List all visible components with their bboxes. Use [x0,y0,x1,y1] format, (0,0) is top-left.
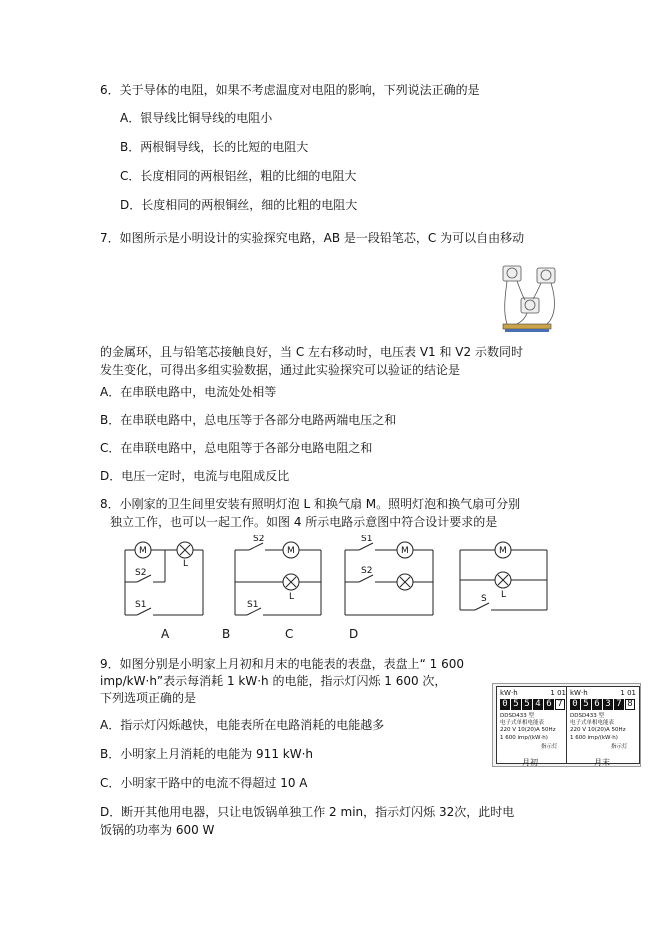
q8-letter-a: A [161,627,170,641]
meter-end-digit: 0 [570,699,580,710]
label-s2-c: S2 [253,535,265,544]
meter-start-name: 电子式单相电能表 [500,720,545,726]
meter-end-unit: kW·h [570,689,588,697]
meter-end-caption: 月末 [594,758,610,767]
q7-stem-line3: 发生变化，可得出多组实验数据，通过此实验探究可以验证的结论是 [100,363,461,377]
meter-start-digit: 0 [500,699,510,710]
q8-letter-b: B [222,627,231,641]
meter-start-digit: 5 [522,699,532,710]
label-s2-d: S2 [361,566,373,576]
q9-option-b: B．小明家上月消耗的电能为 911 kW·h [100,747,314,761]
label-s1-c: S1 [247,600,259,610]
meter-end-indicator: 指示灯 [611,744,628,750]
label-l-4: L [501,590,507,600]
q9-option-c: C．小明家干路中的电流不得超过 10 A [100,776,308,790]
q8-stem-line1: 8．小刚家的卫生间里安装有照明灯泡 L 和换气扇 M。照明灯泡和换气扇可分别 [100,497,521,511]
label-s2-a: S2 [135,568,147,578]
meter-end-phase: 1 01 [620,689,636,697]
q9-option-a: A．指示灯闪烁越快，电能表所在电路消耗的电能越多 [100,718,385,732]
label-s1-a: S1 [135,600,147,610]
circuit-d [345,542,433,615]
battery-base [505,329,549,332]
q8-letter-c: C [285,627,294,641]
meter-start-caption: 月初 [522,758,538,767]
q9-stem-line2: imp/kW·h”表示每消耗 1 kW·h 的电能，指示灯闪烁 1 600 次， [100,674,447,688]
q7-option-c: C．在串联电路中，总电阻等于各部分电路电阻之和 [100,441,373,455]
q9-option-d-line2: 饭锅的功率为 600 W [100,823,215,837]
meter-start-indicator: 指示灯 [541,744,558,750]
q7-option-b: B．在串联电路中，总电压等于各部分电路两端电压之和 [100,413,397,427]
meter-start-phase: 1 01 [550,689,566,697]
meter-start [496,686,570,764]
meter-start-model: DDSD433 型 [500,713,534,719]
meter-end-decimal-digit: 8 [625,699,635,710]
q7-option-d: D．电压一定时，电流与电阻成反比 [100,469,290,483]
meter-end-spec: 220 V 10(20)A 50Hz [570,727,626,733]
label-l-c: L [289,592,295,602]
q8-circuit-diagrams [115,535,555,625]
q6-option-d: D．长度相同的两根铜丝，细的比粗的电阻大 [120,198,358,212]
q9-stem-line1: 9．如图分别是小明家上月初和月末的电能表的表盘，表盘上“ 1 600 [100,657,465,671]
meter-end-model: DDSD433 型 [570,713,604,719]
meter-start-digit: 5 [511,699,521,710]
q6-option-a: A．银导线比铜导线的电阻小 [120,111,273,125]
meter-end-digit: 7 [614,699,624,710]
q9-stem-line3: 下列选项正确的是 [100,691,197,705]
q6-stem: 6．关于导体的电阻，如果不考虑温度对电阻的影响，下列说法正确的是 [100,83,480,97]
label-m-4: M [499,546,507,556]
q7-circuit-illustration [497,262,561,334]
meter-end-digit: 3 [603,699,613,710]
q8-stem-line2: 独立工作，也可以一起工作。如图 4 所示电路示意图中符合设计要求的是 [110,515,498,529]
meter-end-name: 电子式单相电能表 [570,720,615,726]
meter-start-spec: 220 V 10(20)A 50Hz [500,727,556,733]
meter-end-digit: 6 [592,699,602,710]
pencil-lead-ab [503,324,551,329]
label-l-a: L [183,559,189,569]
meter-end-imp: 1 600 imp/(kW·h) [570,735,618,741]
meter-end-digit: 5 [581,699,591,710]
q9-option-d: D．断开其他用电器，只让电饭锅单独工作 2 min，指示灯闪烁 32次，此时电 [100,805,515,819]
meter-start-decimal-digit: 7 [555,699,565,710]
label-m-d: M [401,546,409,556]
label-m-a: M [139,546,147,556]
meter-start-digit: 6 [544,699,554,710]
meter-start-digit: 4 [533,699,543,710]
q7-stem-line2: 的金属环，且与铅笔芯接触良好，当 C 左右移动时，电压表 V1 和 V2 示数同时 [100,345,523,359]
q8-letter-d: D [349,627,359,641]
q7-option-a: A．在串联电路中，电流处处相等 [100,385,277,399]
label-m-c: M [287,546,295,556]
label-s-4: S [481,594,487,604]
meter-start-imp: 1 600 imp/(kW·h) [500,735,548,741]
meter-start-unit: kW·h [500,689,518,697]
meter-end [566,686,640,764]
q7-stem-line1: 7．如图所示是小明设计的实验探究电路，AB 是一段铅笔芯，C 为可以自由移动 [100,231,525,245]
q6-option-b: B．两根铜导线，长的比短的电阻大 [120,140,309,154]
label-s1-d: S1 [361,535,373,544]
q9-meters-figure [492,683,641,767]
q6-option-c: C．长度相同的两根铝丝，粗的比细的电阻大 [120,169,357,183]
